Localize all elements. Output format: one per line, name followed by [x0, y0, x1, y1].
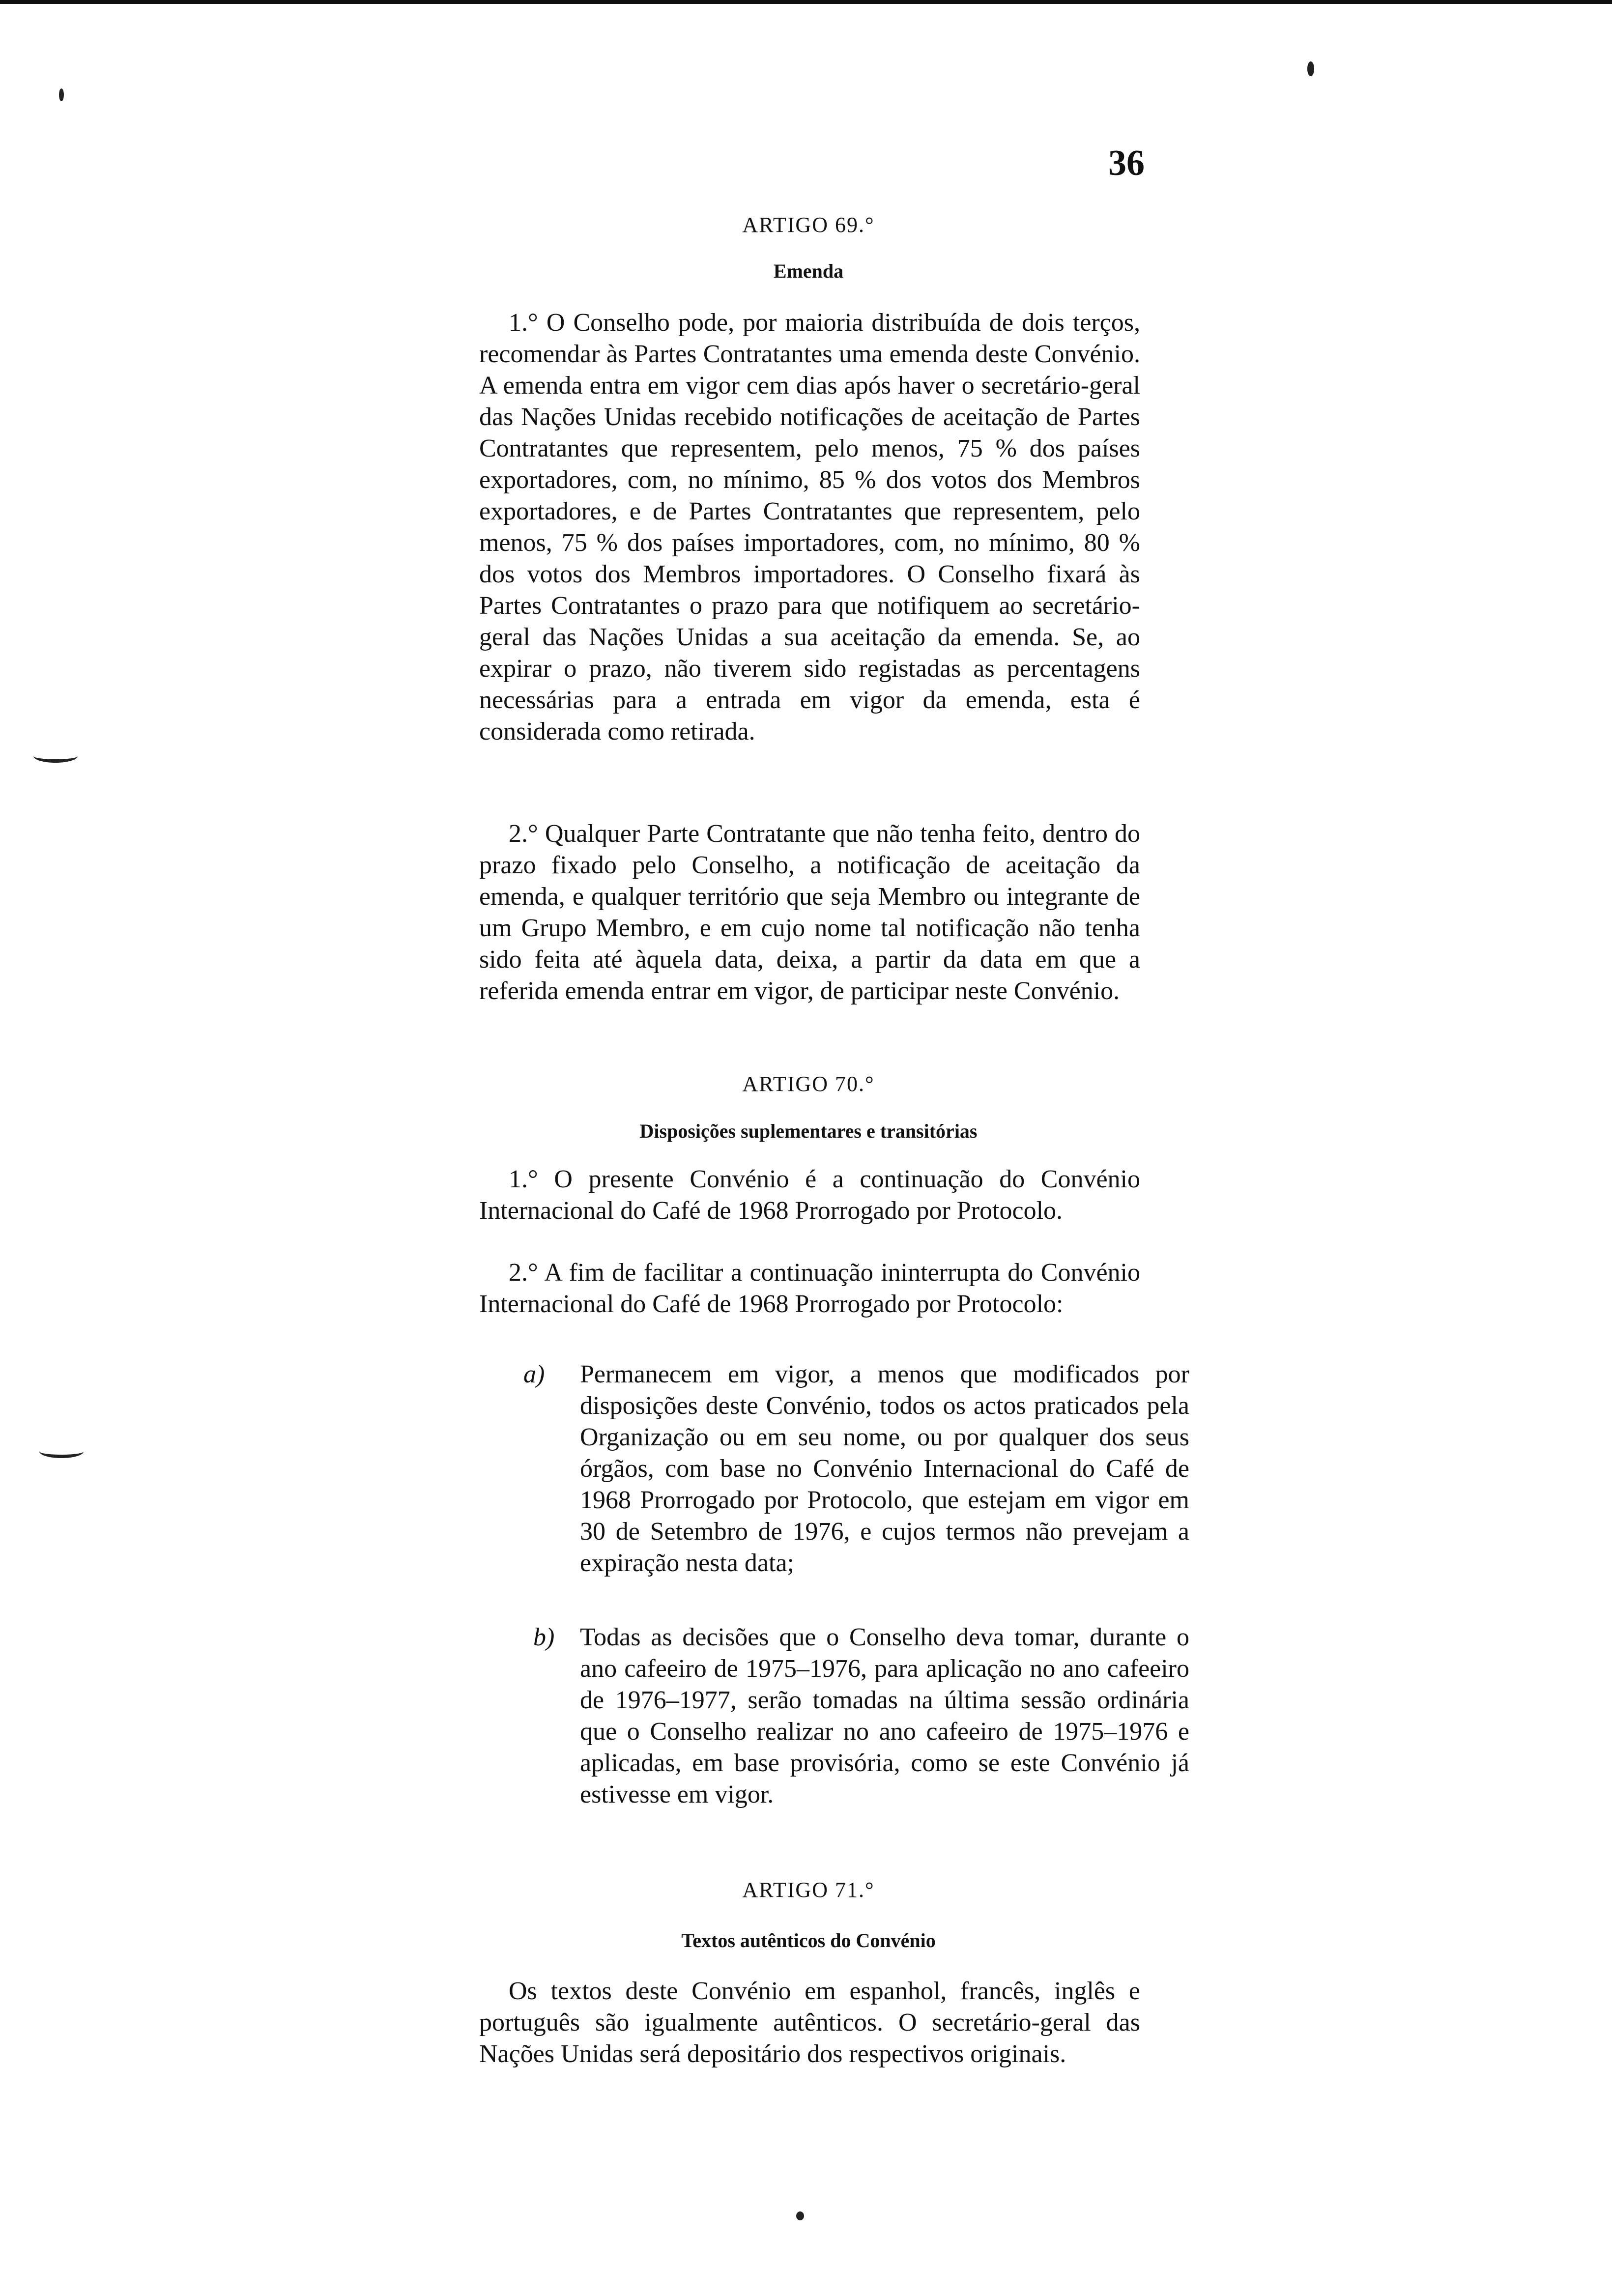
scan-speck — [59, 88, 64, 101]
article-paragraph: 1.° O Conselho pode, por maioria distribuída de dois terços, recomendar às Partes Contratantes uma emenda deste Convénio. A emenda entra em vigor cem dias após haver o secretário-geral das Nações Unidas recebido notificações de aceitação de Partes Contratantes que representem, pelo menos, 75 % dos países exportadores, com, no mínimo, 85 % dos votos dos Membros exportadores, e de Partes Contratantes que representem, pelo menos, 75 % dos países importadores, com, no mínimo, 80 % dos votos dos Membros importadores. O Conselho fixará às Partes Contratantes o prazo para que notifiquem ao secretário-geral das Nações Unidas a sua aceitação da emenda. Se, ao expirar o prazo, não tiverem sido registadas as percentagens necessárias para a entrada em vigor da emenda, esta é considerada como retirada. — [479, 309, 1140, 746]
article-paragraph: 2.° Qualquer Parte Contratante que não tenha feito, dentro do prazo fixado pelo Conselho, a notificação de aceitação da emenda, e qualquer território que seja Membro ou integrante de um Grupo Membro, e em cujo nome tal notificação não tenha sido feita até àquela data, deixa, a partir da data em que a referida emenda entrar em vigor, de participar neste Convénio. — [479, 820, 1140, 1005]
list-item-text: Permanecem em vigor, a menos que modificados por disposições deste Convénio, todos os actos praticados pela Organização ou em seu nome, ou por qualquer dos seus órgãos, com base no Convénio Internacional do Café de 1968 Prorrogado por Protocolo, que estejam em vigor em 30 de Setembro de 1976, e cujos termos não prevejam a expiração nesta data; — [580, 1360, 1189, 1577]
article-heading: ARTIGO 71.° — [742, 1878, 875, 1902]
article-subtitle: Emenda — [773, 260, 844, 282]
list-item — [523, 1359, 1189, 1579]
article-paragraph: 1.° O presente Convénio é a continuação do Convénio Internacional do Café de 1968 Prorrogado por Protocolo. — [479, 1165, 1140, 1225]
article-heading: ARTIGO 69.° — [742, 213, 875, 237]
punch-hole-mark — [33, 749, 78, 763]
article-subtitle: Disposições suplementares e transitórias — [639, 1120, 978, 1142]
article-heading: ARTIGO 70.° — [742, 1072, 875, 1096]
article-paragraph: 2.° A fim de facilitar a continuação ininterrupta do Convénio Internacional do Café de 1968 Prorrogado por Protocolo: — [479, 1259, 1140, 1318]
list-item-label: b) — [533, 1623, 555, 1651]
article-subtitle: Textos autênticos do Convénio — [681, 1929, 936, 1952]
scan-speck — [1307, 61, 1314, 76]
scan-speck — [796, 2211, 804, 2220]
page-number: 36 — [1108, 143, 1145, 183]
list-item-text: Todas as decisões que o Conselho deva tomar, durante o ano cafeeiro de 1975–1976, para aplicação no ano cafeeiro de 1976–1977, serão tomadas na última sessão ordinária que o Conselho realizar no ano cafeeiro de 1975–1976 e aplicadas, em base provisória, como se este Convénio já estivesse em vigor. — [580, 1623, 1189, 1808]
list-item-label: a) — [523, 1360, 545, 1388]
punch-hole-mark — [39, 1445, 84, 1458]
scan-top-edge — [0, 0, 1612, 4]
list-item — [533, 1622, 1189, 1810]
article-paragraph: Os textos deste Convénio em espanhol, francês, inglês e português são igualmente autênticos. O secretário-geral das Nações Unidas será depositário dos respectivos originais. — [479, 1977, 1140, 2068]
